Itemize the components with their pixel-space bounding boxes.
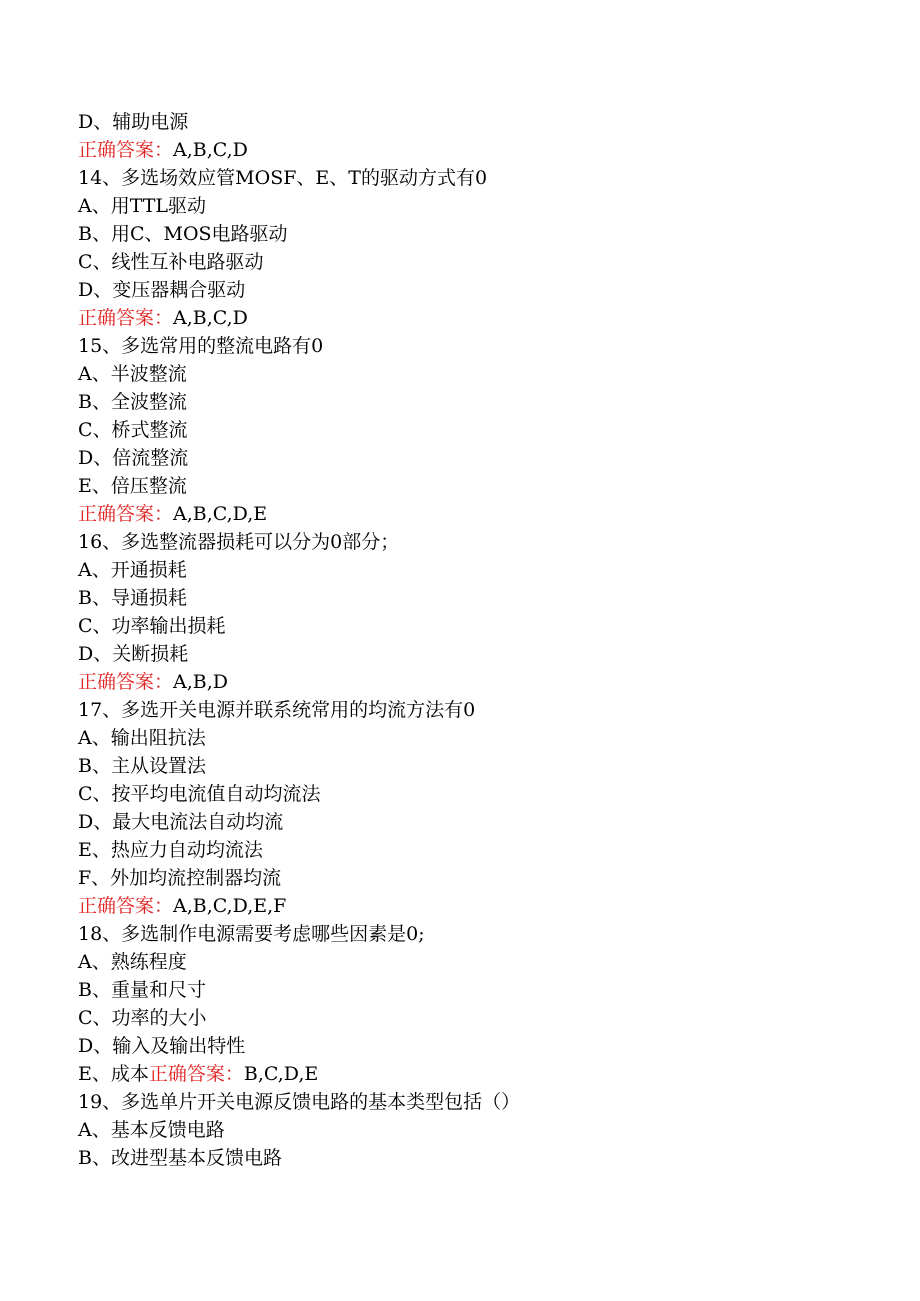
option-line: D、辅助电源 [78, 111, 189, 133]
answer-value: A,B,D [173, 671, 229, 693]
answer-value: A,B,C,D [173, 307, 248, 329]
option-line: E、倍压整流 [78, 475, 187, 497]
question-line: 18、多选制作电源需要考虑哪些因素是0; [78, 923, 425, 945]
question-line: 19、多选单片开关电源反馈电路的基本类型包括（） [78, 1091, 521, 1113]
option-line: C、功率输出损耗 [78, 615, 226, 637]
option-line: D、关断损耗 [78, 643, 189, 665]
option-line: D、倍流整流 [78, 447, 189, 469]
option-line: B、导通损耗 [78, 587, 187, 609]
answer-label: 正确答案： [78, 307, 174, 329]
answer-line [78, 136, 878, 164]
option-line: D、变压器耦合驱动 [78, 279, 246, 301]
option-line: A、半波整流 [78, 363, 187, 385]
option-line: C、桥式整流 [78, 419, 188, 441]
answer-value: A,B,C,D,E,F [173, 895, 287, 917]
option-line: F、外加均流控制器均流 [78, 867, 282, 889]
option-line: A、基本反馈电路 [78, 1119, 225, 1141]
answer-value: A,B,C,D,E [173, 503, 268, 525]
option-line: D、最大电流法自动均流 [78, 811, 284, 833]
answer-label: 正确答案： [78, 895, 174, 917]
answer-line [78, 668, 878, 696]
option-line: B、主从设置法 [78, 755, 206, 777]
option-line: B、用C、MOS电路驱动 [78, 223, 288, 245]
option-line: A、熟练程度 [78, 951, 187, 973]
option-line: C、按平均电流值自动均流法 [78, 783, 321, 805]
option-line: A、输出阻抗法 [78, 727, 206, 749]
question-line: 15、多选常用的整流电路有0 [78, 335, 324, 357]
option-answer-line [78, 1060, 878, 1088]
answer-line [78, 304, 878, 332]
option-line: C、线性互补电路驱动 [78, 251, 264, 273]
answer-line [78, 892, 878, 920]
document-page [78, 108, 878, 1172]
answer-label: 正确答案： [78, 671, 174, 693]
answer-value: B,C,D,E [243, 1063, 319, 1085]
option-line: C、功率的大小 [78, 1007, 207, 1029]
option-line: B、全波整流 [78, 391, 187, 413]
answer-value: A,B,C,D [173, 139, 248, 161]
option-line: D、输入及输出特性 [78, 1035, 246, 1057]
answer-label: 正确答案： [148, 1063, 244, 1085]
answer-line [78, 500, 878, 528]
question-line: 16、多选整流器损耗可以分为0部分； [78, 531, 400, 553]
answer-label: 正确答案： [78, 139, 174, 161]
option-line: E、热应力自动均流法 [78, 839, 263, 861]
option-line: A、开通损耗 [78, 559, 187, 581]
option-line: B、重量和尺寸 [78, 979, 206, 1001]
question-line: 17、多选开关电源并联系统常用的均流方法有0 [78, 699, 476, 721]
option-text: E、成本 [78, 1063, 149, 1085]
option-line: B、改进型基本反馈电路 [78, 1147, 282, 1169]
question-line: 14、多选场效应管MOSF、E、T的驱动方式有0 [78, 167, 488, 189]
option-line: A、用TTL驱动 [78, 195, 207, 217]
answer-label: 正确答案： [78, 503, 174, 525]
